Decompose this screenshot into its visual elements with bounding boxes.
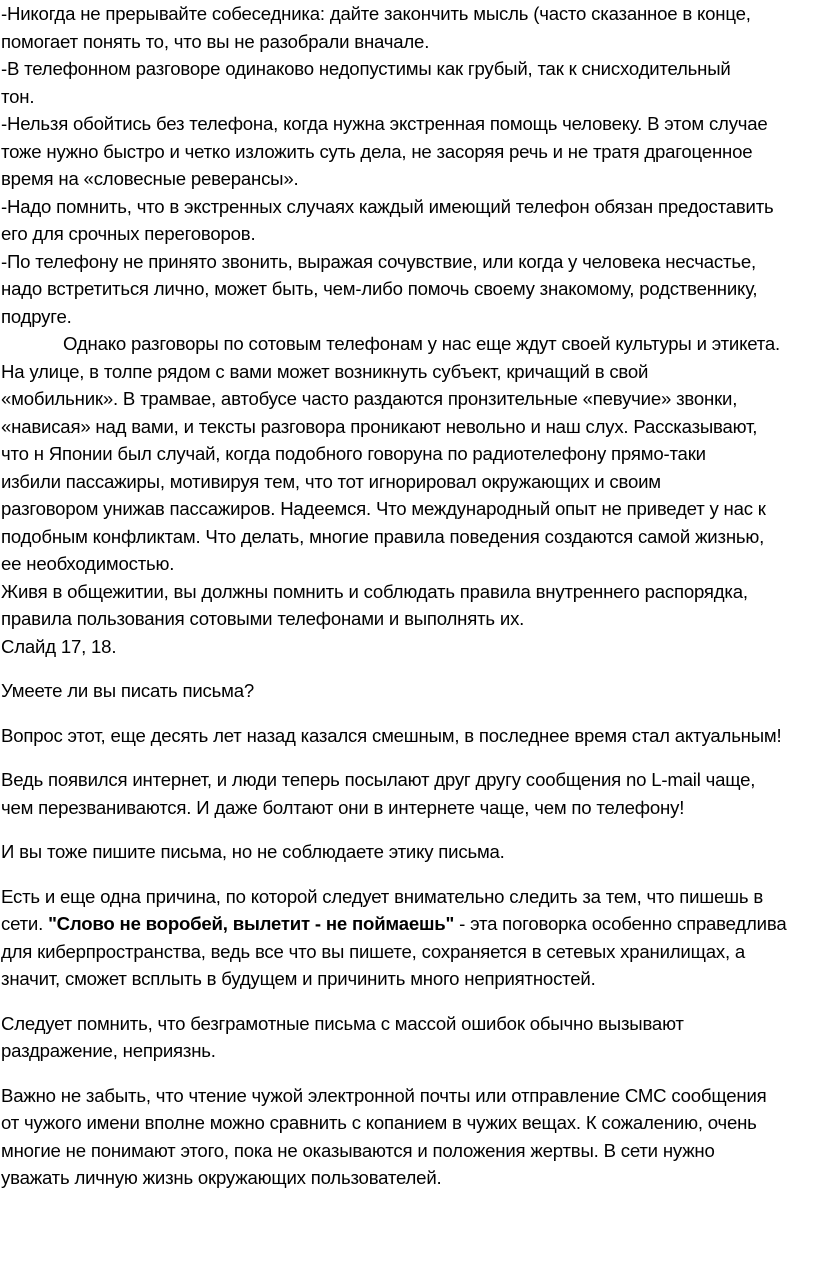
text-line: Важно не забыть, что чтение чужой электронной почты или отправление СМС сообщения [1, 1084, 767, 1106]
text-line: -Надо помнить, что в экстренных случаях каждый имеющий телефон обязан предоставить [1, 195, 774, 217]
text-line: правила пользования сотовыми телефонами и выполнять их. [1, 608, 525, 629]
paragraph-reason [1, 883, 813, 993]
text-line-with-proverb [1, 910, 813, 938]
text-line: тон. [1, 85, 35, 107]
text-line: «нависая» над вами, и тексты разговора проникают невольно и наш слух. Рассказывают, [1, 415, 758, 437]
text-line: для киберпространства, ведь все что вы пишете, сохраняется в сетевых хранилищах, а [1, 940, 746, 962]
text-line: помогает понять то, что вы не разобрали вначале. [1, 30, 430, 52]
text-line: «мобильник». В трамвае, автобусе часто раздаются пронзительные «певучие» звонки, [1, 388, 738, 409]
text-span: - эта поговорка особенно справедлива [454, 913, 787, 934]
text-line: -Нельзя обойтись без телефона, когда нужна экстренная помощь человеку. В этом случае [1, 113, 768, 134]
letters-question: Умеете ли вы писать письма? [1, 680, 255, 701]
text-line: раздражение, неприязнь. [1, 1040, 216, 1061]
text-line: избили пассажиры, мотивируя тем, что тот игнорировал окружающих и своим [1, 470, 661, 492]
text-line: подобным конфликтам. Что делать, многие правила поведения создаются самой жизнью, [1, 525, 765, 547]
indented-line: Однако разговоры по сотовым телефонам у нас еще ждут своей культуры и этикета. [63, 333, 780, 354]
text-line: чем перезваниваются. И даже болтают они в интернете чаще, чем по телефону! [1, 796, 685, 818]
text-line: Есть и еще одна причина, по которой следует внимательно следить за тем, что пишешь в [1, 885, 764, 907]
text-line: На улице, в толпе рядом с вами может возникнуть субъект, кричащий в свой [1, 360, 649, 382]
rules-block [1, 0, 813, 330]
text-line: разговором унижав пассажиров. Надеемся. Что международный опыт не приведет у нас к [1, 498, 766, 519]
text-line: -В телефонном разговоре одинаково недопустимы как грубый, так к снисходительный [1, 58, 731, 79]
paragraph-illiterate [1, 1010, 813, 1065]
text-line: ее необходимостью. [1, 553, 175, 574]
text-line: многие не понимают этого, пока не оказываются и положения жертвы. В сети нужно [1, 1139, 715, 1161]
text-line: время на «словесные реверансы». [1, 168, 299, 189]
mobile-etiquette-block [1, 330, 813, 660]
paragraph-privacy [1, 1082, 813, 1192]
text-line: Следует помнить, что безграмотные письма с массой ошибок обычно вызывают [1, 1012, 684, 1034]
text-line: надо встретиться лично, может быть, чем-либо помочь своему знакомому, родственнику, [1, 278, 758, 299]
text-line: что н Японии был случай, когда подобного говоруна по радиотелефону прямо-таки [1, 443, 706, 464]
text-line: от чужого имени вполне можно сравнить с копанием в чужих вещах. К сожалению, очень [1, 1112, 757, 1133]
paragraph-you: И вы тоже пишите письма, но не соблюдаете этику письма. [1, 841, 505, 862]
text-line: значит, сможет всплыть в будущем и причинить много неприятностей. [1, 968, 596, 989]
text-line: подруге. [1, 305, 72, 327]
document-page [1, 0, 813, 1192]
slide-reference: Слайд 17, 18. [1, 635, 117, 657]
text-line: его для срочных переговоров. [1, 223, 256, 244]
text-line: Живя в общежитии, вы должны помнить и соблюдать правила внутреннего распорядка, [1, 580, 748, 602]
text-line: Ведь появился интернет, и люди теперь посылают друг другу сообщения no L-mail чаще, [1, 769, 756, 790]
paragraph-internet [1, 766, 813, 821]
proverb-quote: "Слово не воробей, вылетит - не поймаешь" [48, 913, 455, 934]
text-line: -Никогда не прерывайте собеседника: дайте закончить мысль (часто сказанное в конце, [1, 3, 751, 24]
text-line: уважать личную жизнь окружающих пользователей. [1, 1167, 442, 1188]
text-span: сети. [1, 913, 49, 934]
text-line: -По телефону не принято звонить, выражая сочувствие, или когда у человека несчастье, [1, 250, 756, 272]
paragraph-actual: Вопрос этот, еще десять лет назад казался смешным, в последнее время стал актуальным! [1, 724, 782, 746]
text-line: тоже нужно быстро и четко изложить суть дела, не засоряя речь и не тратя драгоценное [1, 140, 753, 162]
